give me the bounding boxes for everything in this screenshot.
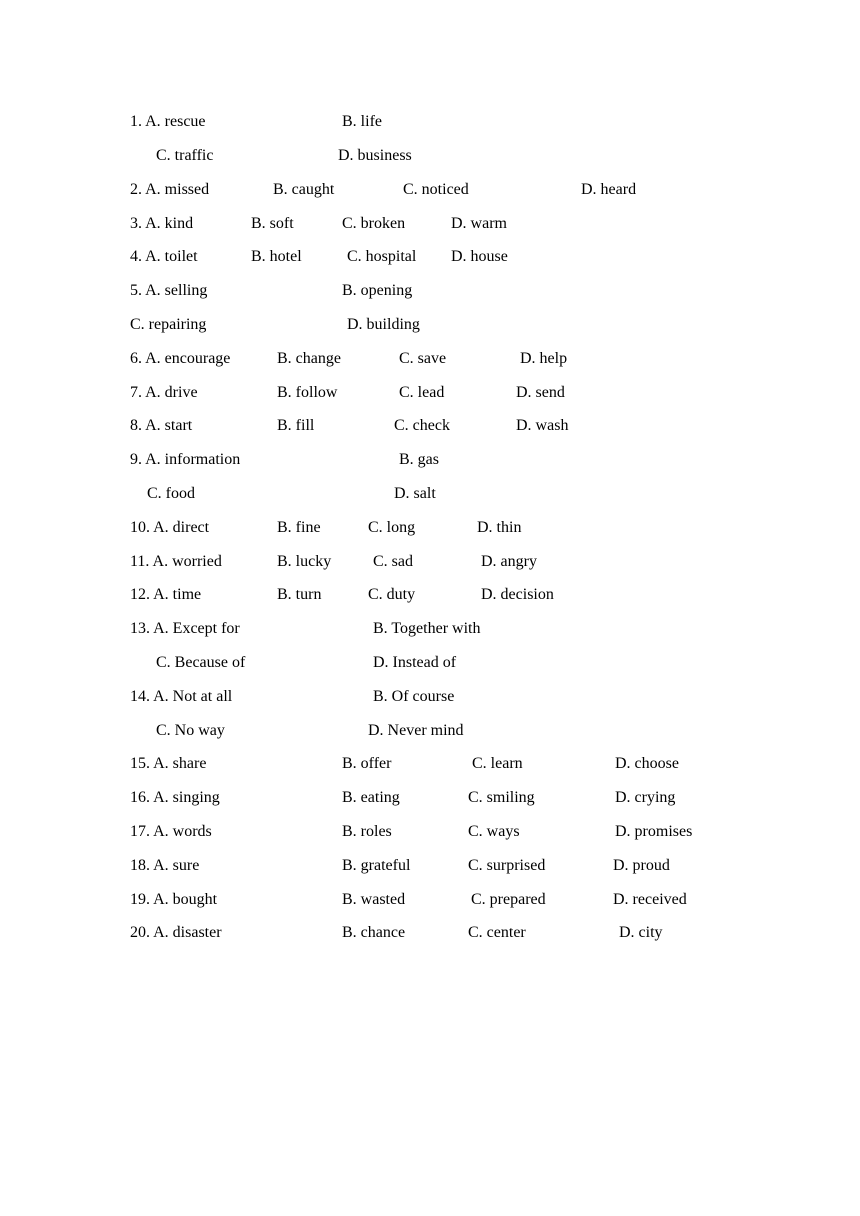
question-18-line bbox=[0, 854, 860, 878]
q4-option-d: D. house bbox=[451, 248, 508, 265]
question-17-line bbox=[0, 820, 860, 844]
q9-option-d: D. salt bbox=[394, 485, 436, 502]
question-5-line-1 bbox=[0, 279, 860, 303]
q7-option-d: D. send bbox=[516, 384, 565, 401]
q1-option-d: D. business bbox=[338, 147, 412, 164]
q8-option-d: D. wash bbox=[516, 417, 569, 434]
q16-option-c: C. smiling bbox=[468, 789, 535, 806]
q10-option-d: D. thin bbox=[477, 519, 522, 536]
q4-option-a: 4. A. toilet bbox=[130, 248, 198, 265]
q4-option-b: B. hotel bbox=[251, 248, 302, 265]
q11-option-b: B. lucky bbox=[277, 553, 332, 570]
question-10-line bbox=[0, 516, 860, 540]
q11-option-a: 11. A. worried bbox=[130, 553, 222, 570]
q7-option-c: C. lead bbox=[399, 384, 445, 401]
q3-option-a: 3. A. kind bbox=[130, 215, 194, 232]
q11-option-d: D. angry bbox=[481, 553, 537, 570]
question-9-line-2 bbox=[0, 482, 860, 506]
q10-option-c: C. long bbox=[368, 519, 416, 536]
q5-option-b: B. opening bbox=[342, 282, 413, 299]
q5-option-d: D. building bbox=[347, 316, 420, 333]
question-8-line bbox=[0, 414, 860, 438]
q17-option-a: 17. A. words bbox=[130, 823, 212, 840]
question-4-line bbox=[0, 245, 860, 269]
q13-option-b: B. Together with bbox=[373, 620, 481, 637]
q17-option-c: C. ways bbox=[468, 823, 520, 840]
q6-option-c: C. save bbox=[399, 350, 447, 367]
q20-option-b: B. chance bbox=[342, 924, 406, 941]
question-5-line-2 bbox=[0, 313, 860, 337]
question-13-line-2 bbox=[0, 651, 860, 675]
q6-option-b: B. change bbox=[277, 350, 341, 367]
question-13-line-1 bbox=[0, 617, 860, 641]
q3-option-b: B. soft bbox=[251, 215, 294, 232]
q15-option-c: C. learn bbox=[472, 755, 523, 772]
q8-option-c: C. check bbox=[394, 417, 450, 434]
q2-option-c: C. noticed bbox=[403, 181, 469, 198]
question-2-line bbox=[0, 178, 860, 202]
q6-option-a: 6. A. encourage bbox=[130, 350, 231, 367]
q15-option-b: B. offer bbox=[342, 755, 392, 772]
question-7-line bbox=[0, 381, 860, 405]
q1-option-b: B. life bbox=[342, 113, 382, 130]
q15-option-d: D. choose bbox=[615, 755, 679, 772]
q7-option-b: B. follow bbox=[277, 384, 338, 401]
q8-option-a: 8. A. start bbox=[130, 417, 193, 434]
q10-option-a: 10. A. direct bbox=[130, 519, 210, 536]
q13-option-d: D. Instead of bbox=[373, 654, 457, 671]
question-1-line-2 bbox=[0, 144, 860, 168]
q11-option-c: C. sad bbox=[373, 553, 413, 570]
question-12-line bbox=[0, 583, 860, 607]
q10-option-b: B. fine bbox=[277, 519, 321, 536]
q19-option-c: C. prepared bbox=[471, 891, 546, 908]
q18-option-d: D. proud bbox=[613, 857, 670, 874]
q14-option-c: C. No way bbox=[156, 722, 225, 739]
q9-option-c: C. food bbox=[147, 485, 195, 502]
question-14-line-1 bbox=[0, 685, 860, 709]
q19-option-b: B. wasted bbox=[342, 891, 406, 908]
q13-option-c: C. Because of bbox=[156, 654, 246, 671]
q2-option-a: 2. A. missed bbox=[130, 181, 210, 198]
q20-option-a: 20. A. disaster bbox=[130, 924, 222, 941]
q19-option-d: D. received bbox=[613, 891, 687, 908]
q12-option-c: C. duty bbox=[368, 586, 416, 603]
q9-option-b: B. gas bbox=[399, 451, 439, 468]
q2-option-b: B. caught bbox=[273, 181, 335, 198]
q14-option-b: B. Of course bbox=[373, 688, 455, 705]
q12-option-d: D. decision bbox=[481, 586, 554, 603]
q12-option-a: 12. A. time bbox=[130, 586, 202, 603]
q5-option-c: C. repairing bbox=[130, 316, 207, 333]
question-9-line-1 bbox=[0, 448, 860, 472]
q14-option-d: D. Never mind bbox=[368, 722, 464, 739]
question-19-line bbox=[0, 888, 860, 912]
question-16-line bbox=[0, 786, 860, 810]
question-20-line bbox=[0, 921, 860, 945]
q7-option-a: 7. A. drive bbox=[130, 384, 198, 401]
q4-option-c: C. hospital bbox=[347, 248, 417, 265]
q15-option-a: 15. A. share bbox=[130, 755, 207, 772]
q18-option-c: C. surprised bbox=[468, 857, 546, 874]
q1-option-c: C. traffic bbox=[156, 147, 214, 164]
q17-option-b: B. roles bbox=[342, 823, 392, 840]
question-1-line-1 bbox=[0, 110, 860, 134]
q18-option-a: 18. A. sure bbox=[130, 857, 200, 874]
q1-option-a: 1. A. rescue bbox=[130, 113, 206, 130]
question-11-line bbox=[0, 550, 860, 574]
q20-option-c: C. center bbox=[468, 924, 526, 941]
question-14-line-2 bbox=[0, 719, 860, 743]
q16-option-a: 16. A. singing bbox=[130, 789, 220, 806]
q9-option-a: 9. A. information bbox=[130, 451, 241, 468]
q17-option-d: D. promises bbox=[615, 823, 693, 840]
q20-option-d: D. city bbox=[619, 924, 663, 941]
q13-option-a: 13. A. Except for bbox=[130, 620, 240, 637]
q6-option-d: D. help bbox=[520, 350, 568, 367]
q14-option-a: 14. A. Not at all bbox=[130, 688, 233, 705]
q5-option-a: 5. A. selling bbox=[130, 282, 208, 299]
q2-option-d: D. heard bbox=[581, 181, 637, 198]
q12-option-b: B. turn bbox=[277, 586, 322, 603]
q16-option-b: B. eating bbox=[342, 789, 400, 806]
question-3-line bbox=[0, 212, 860, 236]
q8-option-b: B. fill bbox=[277, 417, 315, 434]
question-6-line bbox=[0, 347, 860, 371]
q3-option-d: D. warm bbox=[451, 215, 507, 232]
q16-option-d: D. crying bbox=[615, 789, 676, 806]
q19-option-a: 19. A. bought bbox=[130, 891, 218, 908]
q3-option-c: C. broken bbox=[342, 215, 406, 232]
q18-option-b: B. grateful bbox=[342, 857, 411, 874]
question-15-line bbox=[0, 752, 860, 776]
